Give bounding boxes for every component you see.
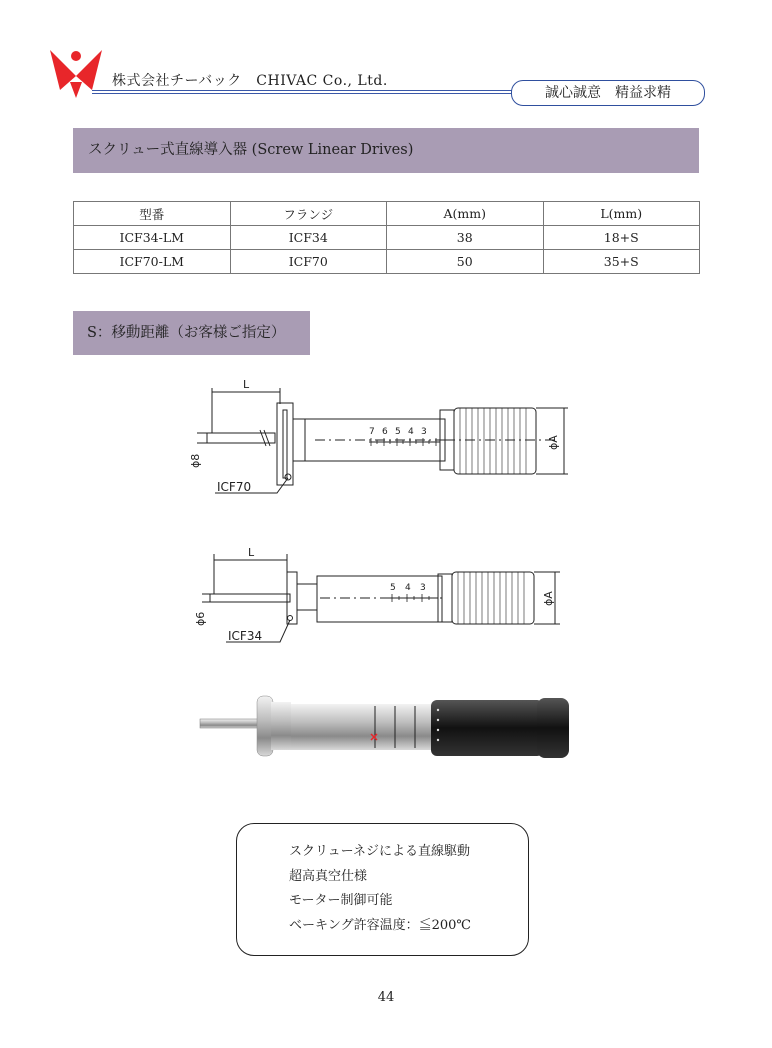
- scale-number: 3: [421, 427, 427, 437]
- table-cell: ICF34-LM: [74, 226, 231, 250]
- spec-table: [73, 201, 700, 274]
- dim-label-diameter: ϕA: [547, 435, 560, 450]
- drawing-icf70: [185, 378, 585, 503]
- table-cell: 50: [387, 250, 544, 274]
- section-title-travel-distance: S：移動距離（お客様ご指定）: [73, 311, 310, 355]
- scale-number: 6: [382, 427, 388, 437]
- table-cell: ICF34: [230, 226, 387, 250]
- table-cell: 35+S: [543, 250, 700, 274]
- section-title-screw-linear-drives: スクリュー式直線導入器 (Screw Linear Drives): [73, 128, 699, 173]
- scale-number: 4: [405, 583, 411, 593]
- table-header: L(mm): [543, 202, 700, 226]
- table-cell: ICF70-LM: [74, 250, 231, 274]
- table-cell: ICF70: [230, 250, 387, 274]
- features-box: [236, 823, 529, 956]
- table-row: [74, 226, 700, 250]
- scale-number: 3: [420, 583, 426, 593]
- dim-label-L: L: [243, 378, 250, 391]
- flange-label: ICF34: [228, 629, 263, 643]
- scale-number: 5: [395, 427, 401, 437]
- scale-number: 4: [408, 427, 414, 437]
- table-cell: 18+S: [543, 226, 700, 250]
- dim-label-L: L: [248, 546, 255, 559]
- company-name: 株式会社チーバック CHIVAC Co., Ltd.: [112, 73, 388, 89]
- table-row: [74, 250, 700, 274]
- dim-label-shaft: ϕ8: [189, 453, 202, 468]
- table-header: 型番: [74, 202, 231, 226]
- feature-item: 超高真空仕様: [289, 868, 368, 884]
- drawing-icf34: [190, 546, 580, 651]
- table-cell: 38: [387, 226, 544, 250]
- feature-item: モーター制御可能: [289, 893, 393, 908]
- feature-item: ベーキング許容温度：≦200℃: [289, 917, 471, 933]
- table-header: A(mm): [387, 202, 544, 226]
- motto-badge: 誠心誠意 精益求精: [511, 80, 705, 106]
- flange-label: ICF70: [217, 480, 252, 494]
- feature-item: スクリューネジによる直線駆動: [289, 844, 470, 859]
- dim-label-diameter: ϕA: [542, 591, 555, 606]
- table-header: フランジ: [230, 202, 387, 226]
- page-number: 44: [377, 990, 395, 1005]
- scale-number: 5: [390, 583, 396, 593]
- header-rule-secondary: [92, 93, 512, 94]
- header-rule: [92, 90, 512, 91]
- scale-number: 7: [369, 427, 375, 437]
- product-photo: [195, 690, 575, 790]
- dim-label-shaft: ϕ6: [194, 611, 207, 626]
- table-header-row: [74, 202, 700, 226]
